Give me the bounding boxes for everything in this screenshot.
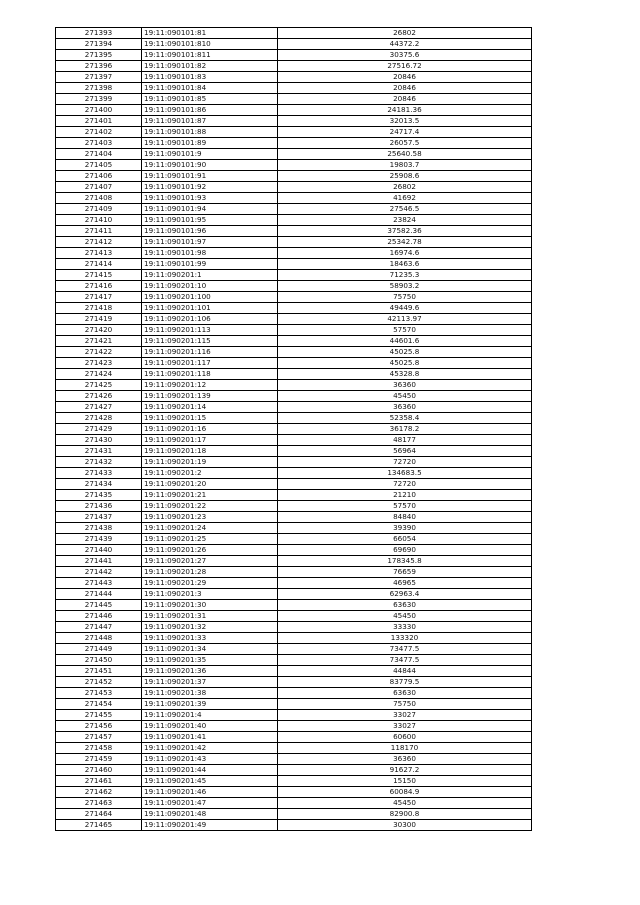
cadastral-number-cell: 19:11:090201:117 bbox=[142, 358, 278, 369]
row-number-cell: 271393 bbox=[56, 28, 142, 39]
cadastral-value-cell: 36360 bbox=[278, 402, 532, 413]
cadastral-value-cell: 134683.5 bbox=[278, 468, 532, 479]
table-row bbox=[56, 457, 532, 468]
cadastral-number-cell: 19:11:090101:88 bbox=[142, 127, 278, 138]
row-number-cell: 271452 bbox=[56, 677, 142, 688]
cadastral-number-cell: 19:11:090101:810 bbox=[142, 39, 278, 50]
table-row bbox=[56, 633, 532, 644]
cadastral-value-cell: 91627.2 bbox=[278, 765, 532, 776]
cadastral-number-cell: 19:11:090201:20 bbox=[142, 479, 278, 490]
cadastral-value-cell: 24181.36 bbox=[278, 105, 532, 116]
table-body bbox=[56, 28, 532, 831]
cadastral-number-cell: 19:11:090201:40 bbox=[142, 721, 278, 732]
table-row bbox=[56, 732, 532, 743]
cadastral-number-cell: 19:11:090201:19 bbox=[142, 457, 278, 468]
cadastral-value-cell: 83779.5 bbox=[278, 677, 532, 688]
row-number-cell: 271395 bbox=[56, 50, 142, 61]
row-number-cell: 271460 bbox=[56, 765, 142, 776]
row-number-cell: 271454 bbox=[56, 699, 142, 710]
table-row bbox=[56, 424, 532, 435]
cadastral-value-cell: 44372.2 bbox=[278, 39, 532, 50]
table-row bbox=[56, 611, 532, 622]
table-row bbox=[56, 292, 532, 303]
row-number-cell: 271440 bbox=[56, 545, 142, 556]
row-number-cell: 271398 bbox=[56, 83, 142, 94]
table-row bbox=[56, 193, 532, 204]
table-row bbox=[56, 589, 532, 600]
cadastral-value-cell: 66054 bbox=[278, 534, 532, 545]
cadastral-value-cell: 48177 bbox=[278, 435, 532, 446]
cadastral-number-cell: 19:11:090201:48 bbox=[142, 809, 278, 820]
table-row bbox=[56, 523, 532, 534]
cadastral-number-cell: 19:11:090101:96 bbox=[142, 226, 278, 237]
cadastral-number-cell: 19:11:090201:28 bbox=[142, 567, 278, 578]
cadastral-number-cell: 19:11:090201:14 bbox=[142, 402, 278, 413]
table-row bbox=[56, 281, 532, 292]
cadastral-value-cell: 73477.5 bbox=[278, 644, 532, 655]
row-number-cell: 271412 bbox=[56, 237, 142, 248]
cadastral-number-cell: 19:11:090201:100 bbox=[142, 292, 278, 303]
row-number-cell: 271399 bbox=[56, 94, 142, 105]
cadastral-number-cell: 19:11:090101:92 bbox=[142, 182, 278, 193]
cadastral-value-cell: 36360 bbox=[278, 380, 532, 391]
cadastral-number-cell: 19:11:090201:46 bbox=[142, 787, 278, 798]
cadastral-number-cell: 19:11:090201:41 bbox=[142, 732, 278, 743]
cadastral-number-cell: 19:11:090201:38 bbox=[142, 688, 278, 699]
cadastral-value-cell: 36360 bbox=[278, 754, 532, 765]
cadastral-value-cell: 69690 bbox=[278, 545, 532, 556]
cadastral-number-cell: 19:11:090201:1 bbox=[142, 270, 278, 281]
table-row bbox=[56, 501, 532, 512]
table-row bbox=[56, 248, 532, 259]
cadastral-value-cell: 20846 bbox=[278, 94, 532, 105]
table-row bbox=[56, 402, 532, 413]
row-number-cell: 271419 bbox=[56, 314, 142, 325]
cadastral-number-cell: 19:11:090101:83 bbox=[142, 72, 278, 83]
cadastral-number-cell: 19:11:090101:85 bbox=[142, 94, 278, 105]
cadastral-value-cell: 25908.6 bbox=[278, 171, 532, 182]
cadastral-number-cell: 19:11:090201:45 bbox=[142, 776, 278, 787]
row-number-cell: 271442 bbox=[56, 567, 142, 578]
cadastral-number-cell: 19:11:090201:44 bbox=[142, 765, 278, 776]
cadastral-value-cell: 45025.8 bbox=[278, 358, 532, 369]
row-number-cell: 271441 bbox=[56, 556, 142, 567]
cadastral-value-cell: 46965 bbox=[278, 578, 532, 589]
cadastral-value-cell: 178345.8 bbox=[278, 556, 532, 567]
cadastral-value-cell: 62963.4 bbox=[278, 589, 532, 600]
table-row bbox=[56, 798, 532, 809]
table-row bbox=[56, 655, 532, 666]
cadastral-number-cell: 19:11:090201:15 bbox=[142, 413, 278, 424]
table-row bbox=[56, 479, 532, 490]
cadastral-number-cell: 19:11:090201:2 bbox=[142, 468, 278, 479]
cadastral-value-cell: 118170 bbox=[278, 743, 532, 754]
cadastral-value-cell: 42113.97 bbox=[278, 314, 532, 325]
cadastral-value-cell: 41692 bbox=[278, 193, 532, 204]
table-row bbox=[56, 39, 532, 50]
table-row bbox=[56, 237, 532, 248]
table-row bbox=[56, 325, 532, 336]
cadastral-value-cell: 76659 bbox=[278, 567, 532, 578]
table-row bbox=[56, 347, 532, 358]
table-row bbox=[56, 226, 532, 237]
cadastral-number-cell: 19:11:090201:25 bbox=[142, 534, 278, 545]
row-number-cell: 271428 bbox=[56, 413, 142, 424]
cadastral-value-cell: 33330 bbox=[278, 622, 532, 633]
table-row bbox=[56, 600, 532, 611]
row-number-cell: 271425 bbox=[56, 380, 142, 391]
row-number-cell: 271423 bbox=[56, 358, 142, 369]
cadastral-number-cell: 19:11:090101:94 bbox=[142, 204, 278, 215]
cadastral-value-cell: 45328.8 bbox=[278, 369, 532, 380]
table-row bbox=[56, 666, 532, 677]
row-number-cell: 271451 bbox=[56, 666, 142, 677]
cadastral-value-cell: 33027 bbox=[278, 710, 532, 721]
table-row bbox=[56, 94, 532, 105]
cadastral-number-cell: 19:11:090101:87 bbox=[142, 116, 278, 127]
row-number-cell: 271453 bbox=[56, 688, 142, 699]
cadastral-number-cell: 19:11:090201:113 bbox=[142, 325, 278, 336]
cadastral-value-cell: 27546.5 bbox=[278, 204, 532, 215]
row-number-cell: 271444 bbox=[56, 589, 142, 600]
cadastral-number-cell: 19:11:090201:29 bbox=[142, 578, 278, 589]
row-number-cell: 271396 bbox=[56, 61, 142, 72]
row-number-cell: 271415 bbox=[56, 270, 142, 281]
table-row bbox=[56, 776, 532, 787]
row-number-cell: 271426 bbox=[56, 391, 142, 402]
table-row bbox=[56, 127, 532, 138]
table-row bbox=[56, 710, 532, 721]
row-number-cell: 271407 bbox=[56, 182, 142, 193]
table-row bbox=[56, 369, 532, 380]
cadastral-number-cell: 19:11:090101:97 bbox=[142, 237, 278, 248]
cadastral-number-cell: 19:11:090101:98 bbox=[142, 248, 278, 259]
row-number-cell: 271401 bbox=[56, 116, 142, 127]
cadastral-number-cell: 19:11:090101:81 bbox=[142, 28, 278, 39]
table-row bbox=[56, 534, 532, 545]
row-number-cell: 271459 bbox=[56, 754, 142, 765]
table-row bbox=[56, 138, 532, 149]
cadastral-number-cell: 19:11:090101:91 bbox=[142, 171, 278, 182]
cadastral-value-cell: 16974.6 bbox=[278, 248, 532, 259]
cadastral-value-cell: 26802 bbox=[278, 182, 532, 193]
table-row bbox=[56, 413, 532, 424]
row-number-cell: 271420 bbox=[56, 325, 142, 336]
row-number-cell: 271455 bbox=[56, 710, 142, 721]
table-row bbox=[56, 358, 532, 369]
row-number-cell: 271458 bbox=[56, 743, 142, 754]
cadastral-value-cell: 45450 bbox=[278, 391, 532, 402]
cadastral-value-cell: 36178.2 bbox=[278, 424, 532, 435]
row-number-cell: 271417 bbox=[56, 292, 142, 303]
cadastral-number-cell: 19:11:090201:22 bbox=[142, 501, 278, 512]
cadastral-value-cell: 20846 bbox=[278, 83, 532, 94]
table-row bbox=[56, 787, 532, 798]
cadastral-number-cell: 19:11:090201:101 bbox=[142, 303, 278, 314]
cadastral-number-cell: 19:11:090201:26 bbox=[142, 545, 278, 556]
cadastral-number-cell: 19:11:090101:93 bbox=[142, 193, 278, 204]
table-row bbox=[56, 435, 532, 446]
cadastral-value-cell: 15150 bbox=[278, 776, 532, 787]
row-number-cell: 271461 bbox=[56, 776, 142, 787]
cadastral-value-cell: 75750 bbox=[278, 699, 532, 710]
cadastral-value-cell: 27516.72 bbox=[278, 61, 532, 72]
table-row bbox=[56, 446, 532, 457]
row-number-cell: 271463 bbox=[56, 798, 142, 809]
cadastral-value-cell: 45450 bbox=[278, 798, 532, 809]
table-row bbox=[56, 270, 532, 281]
cadastral-value-cell: 32013.5 bbox=[278, 116, 532, 127]
row-number-cell: 271409 bbox=[56, 204, 142, 215]
cadastral-number-cell: 19:11:090201:43 bbox=[142, 754, 278, 765]
cadastral-value-cell: 44601.6 bbox=[278, 336, 532, 347]
table-row bbox=[56, 72, 532, 83]
table-row bbox=[56, 259, 532, 270]
cadastral-value-cell: 73477.5 bbox=[278, 655, 532, 666]
table-row bbox=[56, 28, 532, 39]
row-number-cell: 271429 bbox=[56, 424, 142, 435]
cadastral-value-cell: 45450 bbox=[278, 611, 532, 622]
cadastral-value-cell: 25342.78 bbox=[278, 237, 532, 248]
cadastral-number-cell: 19:11:090101:99 bbox=[142, 259, 278, 270]
cadastral-value-cell: 25640.58 bbox=[278, 149, 532, 160]
cadastral-value-cell: 23824 bbox=[278, 215, 532, 226]
cadastral-number-cell: 19:11:090201:3 bbox=[142, 589, 278, 600]
cadastral-number-cell: 19:11:090201:115 bbox=[142, 336, 278, 347]
row-number-cell: 271418 bbox=[56, 303, 142, 314]
table-row bbox=[56, 314, 532, 325]
row-number-cell: 271447 bbox=[56, 622, 142, 633]
row-number-cell: 271408 bbox=[56, 193, 142, 204]
row-number-cell: 271427 bbox=[56, 402, 142, 413]
cadastral-value-cell: 56964 bbox=[278, 446, 532, 457]
table-row bbox=[56, 567, 532, 578]
cadastral-number-cell: 19:11:090201:36 bbox=[142, 666, 278, 677]
cadastral-number-cell: 19:11:090201:39 bbox=[142, 699, 278, 710]
cadastral-value-cell: 57570 bbox=[278, 325, 532, 336]
row-number-cell: 271457 bbox=[56, 732, 142, 743]
cadastral-number-cell: 19:11:090101:811 bbox=[142, 50, 278, 61]
table-row bbox=[56, 699, 532, 710]
row-number-cell: 271445 bbox=[56, 600, 142, 611]
table-row bbox=[56, 380, 532, 391]
cadastral-value-cell: 52358.4 bbox=[278, 413, 532, 424]
cadastral-number-cell: 19:11:090201:10 bbox=[142, 281, 278, 292]
cadastral-value-cell: 19803.7 bbox=[278, 160, 532, 171]
cadastral-value-cell: 21210 bbox=[278, 490, 532, 501]
row-number-cell: 271404 bbox=[56, 149, 142, 160]
cadastral-number-cell: 19:11:090201:139 bbox=[142, 391, 278, 402]
table-row bbox=[56, 149, 532, 160]
table-row bbox=[56, 215, 532, 226]
row-number-cell: 271456 bbox=[56, 721, 142, 732]
cadastral-value-cell: 72720 bbox=[278, 457, 532, 468]
cadastral-value-cell: 63630 bbox=[278, 688, 532, 699]
table-row bbox=[56, 644, 532, 655]
table-row bbox=[56, 743, 532, 754]
cadastral-value-cell: 71235.3 bbox=[278, 270, 532, 281]
cadastral-number-cell: 19:11:090201:106 bbox=[142, 314, 278, 325]
row-number-cell: 271434 bbox=[56, 479, 142, 490]
table-row bbox=[56, 391, 532, 402]
cadastral-value-cell: 84840 bbox=[278, 512, 532, 523]
cadastral-number-cell: 19:11:090201:18 bbox=[142, 446, 278, 457]
row-number-cell: 271462 bbox=[56, 787, 142, 798]
row-number-cell: 271449 bbox=[56, 644, 142, 655]
cadastral-number-cell: 19:11:090201:49 bbox=[142, 820, 278, 831]
cadastral-number-cell: 19:11:090201:23 bbox=[142, 512, 278, 523]
cadastral-number-cell: 19:11:090101:9 bbox=[142, 149, 278, 160]
table-row bbox=[56, 490, 532, 501]
cadastral-value-cell: 60600 bbox=[278, 732, 532, 743]
cadastral-value-cell: 63630 bbox=[278, 600, 532, 611]
cadastral-number-cell: 19:11:090101:95 bbox=[142, 215, 278, 226]
row-number-cell: 271433 bbox=[56, 468, 142, 479]
row-number-cell: 271405 bbox=[56, 160, 142, 171]
cadastral-number-cell: 19:11:090201:118 bbox=[142, 369, 278, 380]
row-number-cell: 271406 bbox=[56, 171, 142, 182]
cadastral-number-cell: 19:11:090201:31 bbox=[142, 611, 278, 622]
table-row bbox=[56, 545, 532, 556]
row-number-cell: 271402 bbox=[56, 127, 142, 138]
cadastral-value-table bbox=[55, 27, 532, 831]
cadastral-value-cell: 37582.36 bbox=[278, 226, 532, 237]
table-row bbox=[56, 160, 532, 171]
cadastral-number-cell: 19:11:090201:30 bbox=[142, 600, 278, 611]
row-number-cell: 271411 bbox=[56, 226, 142, 237]
cadastral-value-cell: 45025.8 bbox=[278, 347, 532, 358]
cadastral-number-cell: 19:11:090101:84 bbox=[142, 83, 278, 94]
table-row bbox=[56, 578, 532, 589]
cadastral-number-cell: 19:11:090101:86 bbox=[142, 105, 278, 116]
cadastral-number-cell: 19:11:090201:12 bbox=[142, 380, 278, 391]
row-number-cell: 271448 bbox=[56, 633, 142, 644]
cadastral-number-cell: 19:11:090201:116 bbox=[142, 347, 278, 358]
cadastral-value-cell: 26057.5 bbox=[278, 138, 532, 149]
table-row bbox=[56, 336, 532, 347]
cadastral-value-cell: 49449.6 bbox=[278, 303, 532, 314]
table-row bbox=[56, 50, 532, 61]
cadastral-value-cell: 82900.8 bbox=[278, 809, 532, 820]
row-number-cell: 271422 bbox=[56, 347, 142, 358]
cadastral-number-cell: 19:11:090201:47 bbox=[142, 798, 278, 809]
row-number-cell: 271430 bbox=[56, 435, 142, 446]
table-row bbox=[56, 622, 532, 633]
table-row bbox=[56, 303, 532, 314]
cadastral-value-cell: 58903.2 bbox=[278, 281, 532, 292]
cadastral-number-cell: 19:11:090201:32 bbox=[142, 622, 278, 633]
table-row bbox=[56, 754, 532, 765]
row-number-cell: 271416 bbox=[56, 281, 142, 292]
cadastral-value-cell: 133320 bbox=[278, 633, 532, 644]
table-row bbox=[56, 61, 532, 72]
table-row bbox=[56, 83, 532, 94]
cadastral-number-cell: 19:11:090201:37 bbox=[142, 677, 278, 688]
cadastral-number-cell: 19:11:090201:42 bbox=[142, 743, 278, 754]
cadastral-number-cell: 19:11:090101:90 bbox=[142, 160, 278, 171]
row-number-cell: 271465 bbox=[56, 820, 142, 831]
cadastral-number-cell: 19:11:090201:33 bbox=[142, 633, 278, 644]
table-row bbox=[56, 677, 532, 688]
row-number-cell: 271437 bbox=[56, 512, 142, 523]
table-row bbox=[56, 171, 532, 182]
cadastral-number-cell: 19:11:090201:27 bbox=[142, 556, 278, 567]
cadastral-number-cell: 19:11:090201:16 bbox=[142, 424, 278, 435]
cadastral-number-cell: 19:11:090201:35 bbox=[142, 655, 278, 666]
table-row bbox=[56, 688, 532, 699]
cadastral-value-cell: 60084.9 bbox=[278, 787, 532, 798]
cadastral-number-cell: 19:11:090101:89 bbox=[142, 138, 278, 149]
row-number-cell: 271403 bbox=[56, 138, 142, 149]
table-row bbox=[56, 105, 532, 116]
cadastral-number-cell: 19:11:090201:4 bbox=[142, 710, 278, 721]
row-number-cell: 271397 bbox=[56, 72, 142, 83]
table-row bbox=[56, 468, 532, 479]
row-number-cell: 271436 bbox=[56, 501, 142, 512]
cadastral-number-cell: 19:11:090201:21 bbox=[142, 490, 278, 501]
row-number-cell: 271446 bbox=[56, 611, 142, 622]
cadastral-value-cell: 75750 bbox=[278, 292, 532, 303]
table-row bbox=[56, 765, 532, 776]
cadastral-value-cell: 30375.6 bbox=[278, 50, 532, 61]
cadastral-value-cell: 26802 bbox=[278, 28, 532, 39]
cadastral-value-cell: 18463.6 bbox=[278, 259, 532, 270]
row-number-cell: 271439 bbox=[56, 534, 142, 545]
cadastral-number-cell: 19:11:090201:17 bbox=[142, 435, 278, 446]
table-row bbox=[56, 116, 532, 127]
row-number-cell: 271435 bbox=[56, 490, 142, 501]
row-number-cell: 271421 bbox=[56, 336, 142, 347]
table-row bbox=[56, 204, 532, 215]
table-row bbox=[56, 721, 532, 732]
table-row bbox=[56, 820, 532, 831]
row-number-cell: 271438 bbox=[56, 523, 142, 534]
cadastral-value-cell: 24717.4 bbox=[278, 127, 532, 138]
row-number-cell: 271413 bbox=[56, 248, 142, 259]
row-number-cell: 271443 bbox=[56, 578, 142, 589]
table-row bbox=[56, 512, 532, 523]
table-row bbox=[56, 556, 532, 567]
row-number-cell: 271424 bbox=[56, 369, 142, 380]
row-number-cell: 271432 bbox=[56, 457, 142, 468]
row-number-cell: 271400 bbox=[56, 105, 142, 116]
cadastral-value-cell: 72720 bbox=[278, 479, 532, 490]
cadastral-value-cell: 39390 bbox=[278, 523, 532, 534]
row-number-cell: 271450 bbox=[56, 655, 142, 666]
cadastral-number-cell: 19:11:090201:24 bbox=[142, 523, 278, 534]
row-number-cell: 271414 bbox=[56, 259, 142, 270]
cadastral-value-cell: 33027 bbox=[278, 721, 532, 732]
cadastral-number-cell: 19:11:090101:82 bbox=[142, 61, 278, 72]
cadastral-number-cell: 19:11:090201:34 bbox=[142, 644, 278, 655]
cadastral-value-cell: 44844 bbox=[278, 666, 532, 677]
row-number-cell: 271394 bbox=[56, 39, 142, 50]
table-row bbox=[56, 182, 532, 193]
row-number-cell: 271431 bbox=[56, 446, 142, 457]
cadastral-value-cell: 20846 bbox=[278, 72, 532, 83]
row-number-cell: 271410 bbox=[56, 215, 142, 226]
cadastral-value-cell: 57570 bbox=[278, 501, 532, 512]
cadastral-value-cell: 30300 bbox=[278, 820, 532, 831]
row-number-cell: 271464 bbox=[56, 809, 142, 820]
table-row bbox=[56, 809, 532, 820]
